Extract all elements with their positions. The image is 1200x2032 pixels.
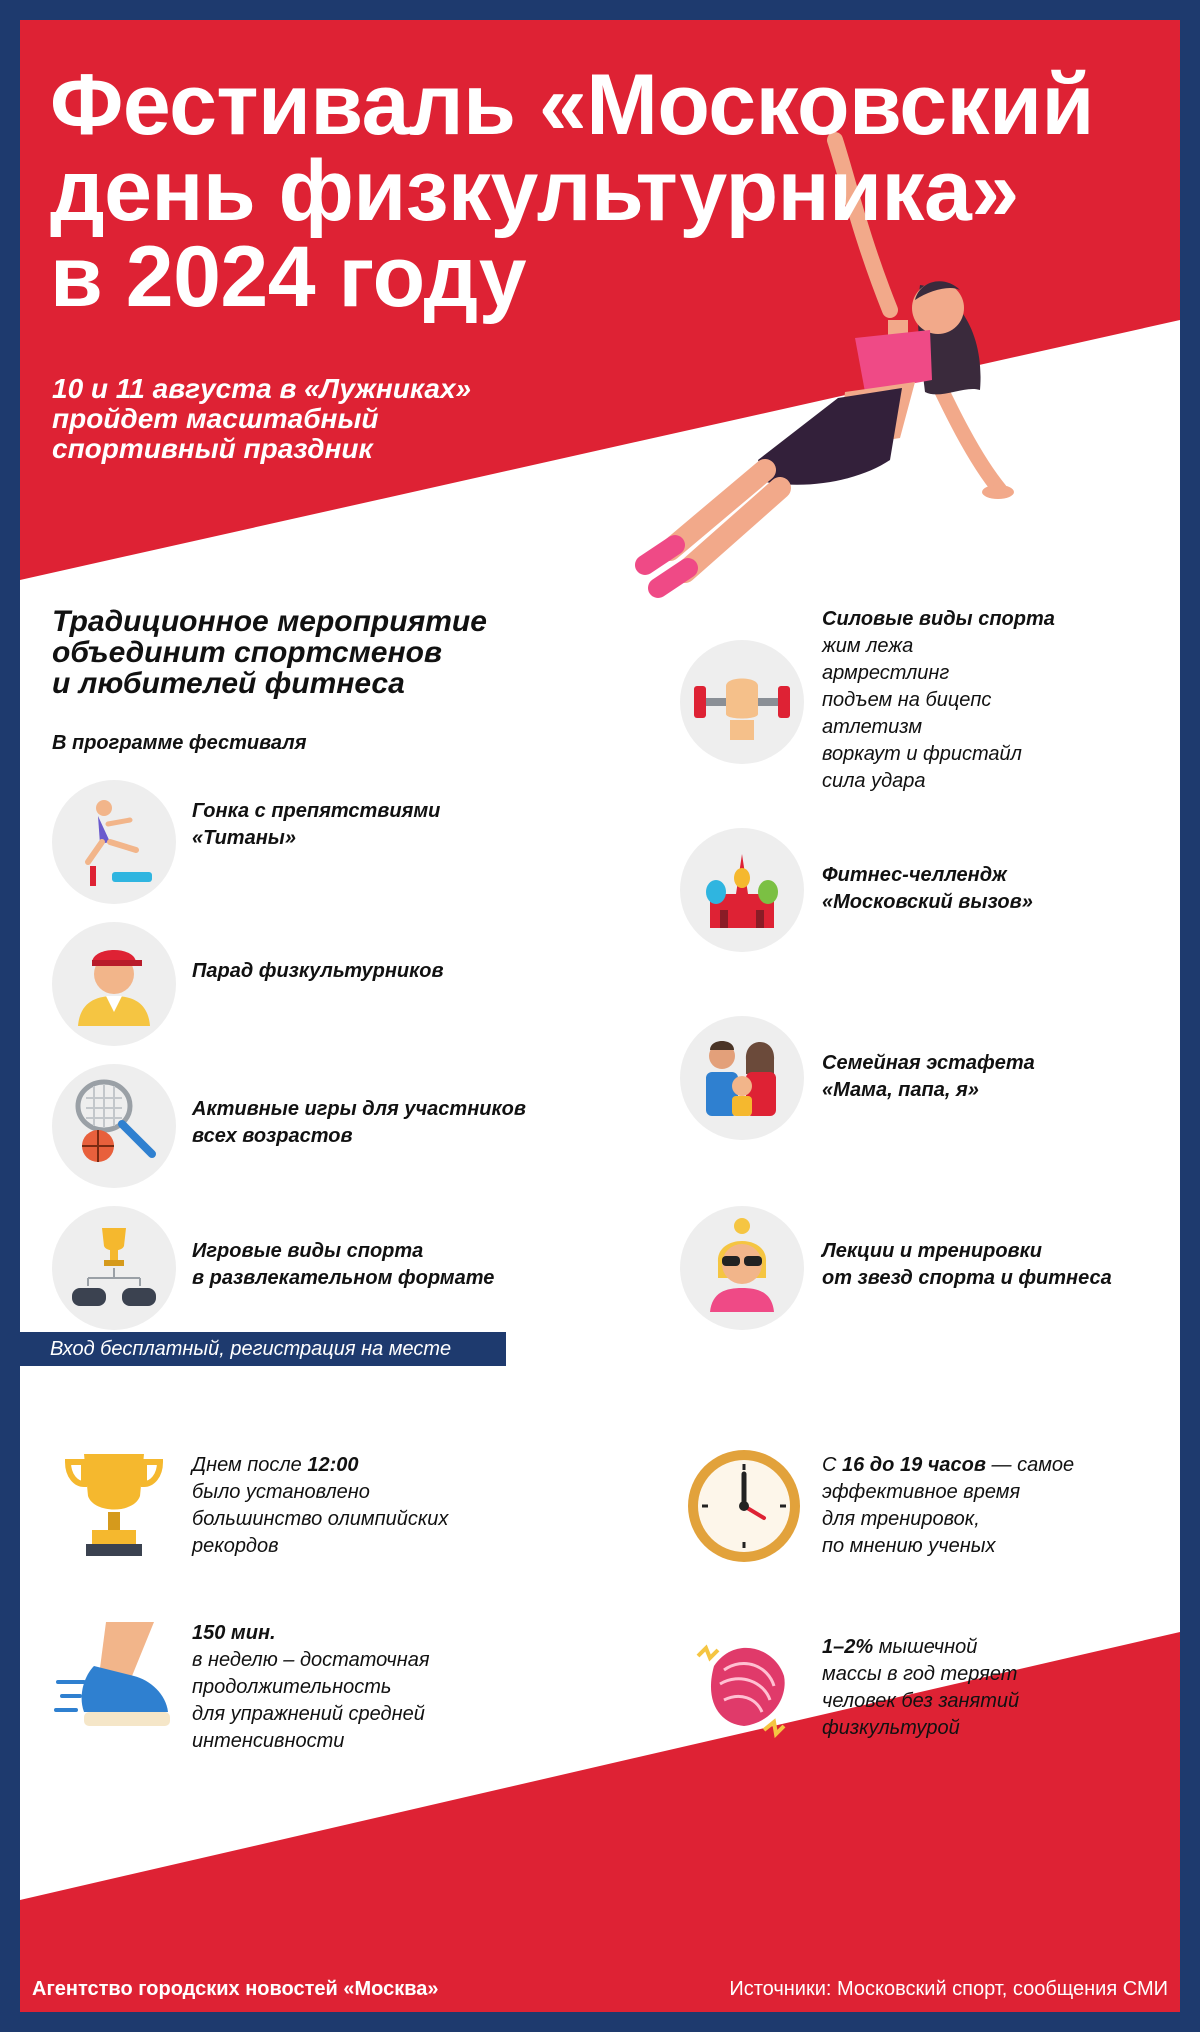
fact-muscle-post: мышечной	[873, 1636, 978, 1658]
left-item-2-text	[192, 958, 444, 985]
star-woman-icon	[680, 1206, 804, 1330]
right-item-1-line-2: «Московский вызов»	[822, 891, 1033, 913]
clock-icon	[684, 1446, 804, 1566]
right-item-2-line-1: Семейная эстафета	[822, 1052, 1035, 1074]
runner-icon	[52, 780, 176, 904]
muscle-icon	[684, 1626, 804, 1746]
left-item-4-text	[192, 1238, 494, 1292]
fact-muscle-value: 1–2%	[822, 1636, 874, 1658]
fact-minutes-line-1	[192, 1620, 430, 1647]
fact-muscle-text	[822, 1634, 1019, 1742]
fact-records-pre: Днем после	[192, 1454, 308, 1476]
left-item-1-line-2: «Титаны»	[192, 827, 296, 849]
dumbbell-fist-icon	[680, 640, 804, 764]
fact-records-line-3: большинство олимпийских	[192, 1508, 449, 1530]
strength-item-5: воркаут и фристайл	[822, 743, 1022, 765]
subtitle-line-3: спортивный праздник	[52, 433, 373, 464]
intro-line-2: объединит спортсменов	[52, 636, 443, 669]
fact-minutes-value: 150 мин.	[192, 1622, 276, 1644]
left-item-2-line-1: Парад физкультурников	[192, 960, 444, 982]
intro-line-3: и любителей фитнеса	[52, 667, 405, 700]
title-line-2: день физкультурника»	[50, 143, 1019, 239]
strength-item-4: атлетизм	[822, 716, 923, 738]
strength-text	[822, 606, 1055, 795]
kremlin-cathedral-icon	[680, 828, 804, 952]
right-item-2-text	[822, 1050, 1035, 1104]
fact-training-line-1	[822, 1452, 1074, 1479]
fact-records-line-2: было установлено	[192, 1481, 370, 1503]
left-item-4-line-2: в развлекательном формате	[192, 1267, 495, 1289]
fact-muscle-line-1	[822, 1634, 1019, 1661]
right-item-3-line-1: Лекции и тренировки	[822, 1240, 1042, 1262]
trophy-gamepad-icon	[52, 1206, 176, 1330]
fact-training-line-2: эффективное время	[822, 1481, 1021, 1503]
fact-training-line-4: по мнению ученых	[822, 1535, 996, 1557]
fact-training-pre: С	[822, 1454, 842, 1476]
strength-title: Силовые виды спорта	[822, 608, 1055, 630]
fact-minutes-line-5: интенсивности	[192, 1730, 345, 1752]
fact-records-text	[192, 1452, 448, 1560]
sneaker-icon	[54, 1616, 174, 1736]
right-item-1-text	[822, 862, 1033, 916]
strength-item-1: жим лежа	[822, 635, 914, 657]
left-item-1-text	[192, 798, 440, 852]
intro-line-1: Традиционное мероприятие	[52, 605, 487, 638]
left-item-3-line-1: Активные игры для участников	[192, 1098, 526, 1120]
fact-minutes-line-3: продолжительность	[192, 1676, 392, 1698]
program-title: В программе фестиваля	[52, 732, 307, 754]
title-line-3: в 2024 году	[50, 229, 527, 325]
left-item-3-line-2: всех возрастов	[192, 1125, 353, 1147]
fact-training-post: — самое	[985, 1454, 1075, 1476]
strength-item-3: подъем на бицепс	[822, 689, 992, 711]
fact-minutes-text	[192, 1620, 430, 1755]
subtitle-line-2: пройдет масштабный	[52, 403, 379, 434]
strength-item-2: армрестлинг	[822, 662, 950, 684]
family-icon	[680, 1016, 804, 1140]
free-entry-banner: Вход бесплатный, регистрация на месте	[20, 1332, 506, 1366]
subtitle-line-1: 10 и 11 августа в «Лужниках»	[52, 373, 472, 404]
fact-training-text	[822, 1452, 1074, 1560]
right-item-2-line-2: «Мама, папа, я»	[822, 1079, 979, 1101]
page-title	[50, 57, 1150, 325]
subtitle	[52, 374, 471, 464]
title-line-1: Фестиваль «Московский	[50, 57, 1094, 153]
strength-item-6: сила удара	[822, 770, 926, 792]
fact-training-line-3: для тренировок,	[822, 1508, 980, 1530]
infographic	[20, 20, 1180, 2012]
left-item-3-text	[192, 1096, 526, 1150]
trophy-icon	[54, 1444, 174, 1564]
footer-sources: Источники: Московский спорт, сообщения СМИ	[729, 1978, 1168, 2000]
left-item-4-line-1: Игровые виды спорта	[192, 1240, 424, 1262]
fact-records-time: 12:00	[307, 1454, 359, 1476]
fact-records-line-4: рекордов	[192, 1535, 279, 1557]
right-item-3-text	[822, 1238, 1112, 1292]
footer-agency: Агентство городских новостей «Москва»	[32, 1978, 439, 2000]
fact-muscle-line-4: физкультурой	[822, 1717, 960, 1739]
fact-records-line-1	[192, 1452, 448, 1479]
fact-training-hours: 16 до 19 часов	[842, 1454, 986, 1476]
right-item-1-line-1: Фитнес-челлендж	[822, 864, 1007, 886]
racket-ball-icon	[52, 1064, 176, 1188]
left-item-1-line-1: Гонка с препятствиями	[192, 800, 441, 822]
instructor-icon	[52, 922, 176, 1046]
right-item-3-line-2: от звезд спорта и фитнеса	[822, 1267, 1112, 1289]
fact-muscle-line-3: человек без занятий	[822, 1690, 1020, 1712]
fact-muscle-line-2: массы в год теряет	[822, 1663, 1018, 1685]
fact-minutes-line-2: в неделю – достаточная	[192, 1649, 430, 1671]
fact-minutes-line-4: для упражнений средней	[192, 1703, 425, 1725]
intro-heading	[52, 606, 487, 699]
